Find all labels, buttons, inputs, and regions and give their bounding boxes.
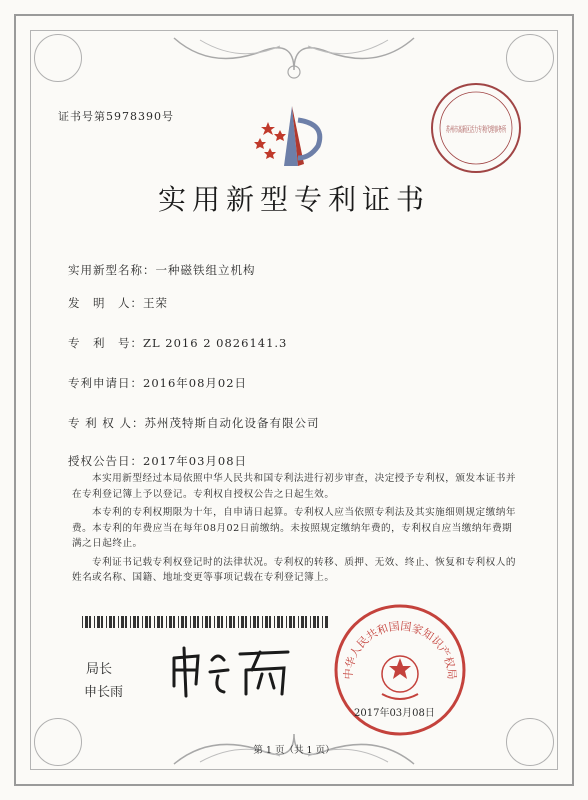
field-label: 专 利 权 人：	[68, 416, 145, 430]
field-label: 专利申请日：	[68, 376, 143, 390]
field-utility-model-name	[68, 262, 256, 278]
field-label: 授权公告日：	[68, 454, 143, 468]
signatory-title: 局长	[86, 662, 113, 677]
certificate-body	[72, 471, 518, 589]
certificate-title: 实用新型专利证书	[157, 183, 430, 216]
agency-seal	[428, 80, 566, 176]
field-label: 发 明 人：	[68, 296, 143, 310]
field-label: 实用新型名称：	[68, 263, 156, 277]
certificate-number: 证书号第5978390号	[58, 110, 174, 123]
handwritten-signature	[166, 640, 296, 700]
corner-ornament	[34, 34, 82, 82]
corner-ornament	[506, 34, 554, 82]
signatory-name: 申长雨	[84, 685, 124, 700]
field-patentee	[68, 415, 319, 431]
page-number: 第 1 页（共 1 页）	[253, 745, 335, 756]
office-seal-text: 中华人民共和国国家知识产权局	[341, 619, 459, 681]
body-paragraph: 专利证书记载专利权登记时的法律状况。专利权的转移、质押、无效、终止、恢复和专利权人的姓名或名称、国籍、地址变更等事项记载在专利登记簿上。	[72, 556, 516, 583]
field-application-date	[68, 375, 247, 391]
field-value: 苏州茂特斯自动化设备有限公司	[144, 416, 320, 430]
patent-office-emblem	[246, 100, 336, 170]
field-value: 2017年03月08日	[143, 454, 248, 468]
field-inventor	[68, 295, 168, 311]
body-paragraph: 本实用新型经过本局依照中华人民共和国专利法进行初步审查，决定授予专利权，颁发本证书并在专利登记簿上予以登记。专利权自授权公告之日起生效。	[72, 473, 516, 500]
field-value: ZL 2016 2 0826141.3	[143, 336, 288, 350]
field-label: 专 利 号：	[68, 336, 143, 350]
field-grant-date	[68, 453, 247, 469]
field-value: 王荣	[143, 296, 168, 310]
body-paragraph: 本专利的专利权期限为十年，自申请日起算。专利权人应当依照专利法及其实施细则规定缴纳年费。本专利的年费应当在每年08月02日前缴纳。未按照规定缴纳年费的，专利权自应当缴纳年费期满之日起终止。	[72, 507, 516, 549]
field-value: 2016年08月02日	[143, 376, 248, 390]
top-ornament	[170, 30, 418, 86]
barcode	[82, 616, 326, 628]
agency-seal-text: 苏州市高新区活力专利代理事务所	[446, 125, 566, 134]
field-patent-number	[68, 335, 287, 351]
office-seal	[330, 600, 470, 740]
seal-date: 2017年03月08日	[354, 708, 435, 719]
field-value: 一种磁铁组立机构	[155, 263, 256, 277]
